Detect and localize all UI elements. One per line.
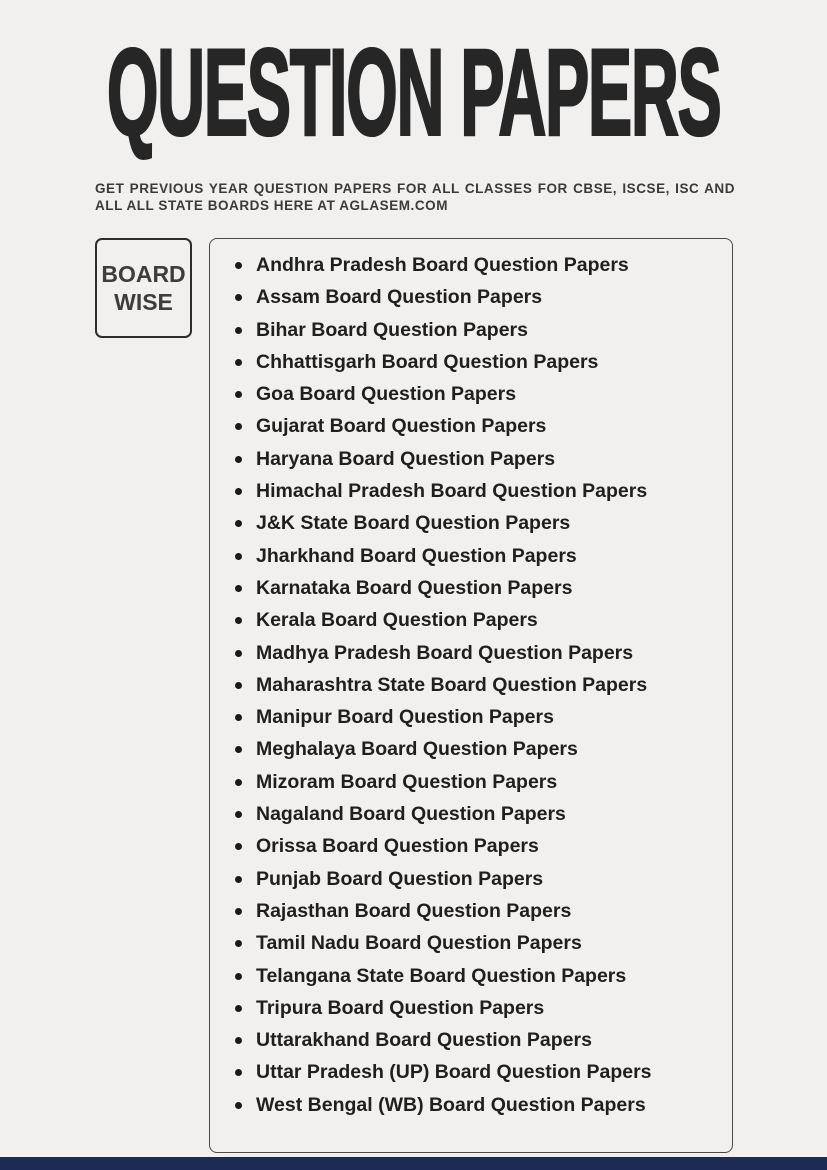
list-item[interactable]: Uttar Pradesh (UP) Board Question Papers — [230, 1056, 722, 1088]
board-list-panel — [209, 238, 733, 1153]
list-item[interactable]: Haryana Board Question Papers — [230, 443, 722, 475]
list-item[interactable]: Jharkhand Board Question Papers — [230, 540, 722, 572]
list-item[interactable]: Manipur Board Question Papers — [230, 701, 722, 733]
list-item[interactable]: Punjab Board Question Papers — [230, 863, 722, 895]
list-item[interactable]: Orissa Board Question Papers — [230, 830, 722, 862]
list-item[interactable]: Himachal Pradesh Board Question Papers — [230, 475, 722, 507]
list-item[interactable]: Gujarat Board Question Papers — [230, 410, 722, 442]
list-item[interactable]: Kerala Board Question Papers — [230, 604, 722, 636]
page-title-wrap — [0, 24, 827, 162]
list-item[interactable]: Karnataka Board Question Papers — [230, 572, 722, 604]
list-item[interactable]: Nagaland Board Question Papers — [230, 798, 722, 830]
list-item[interactable]: Mizoram Board Question Papers — [230, 766, 722, 798]
list-item[interactable]: Madhya Pradesh Board Question Papers — [230, 637, 722, 669]
list-item[interactable]: Assam Board Question Papers — [230, 281, 722, 313]
list-item[interactable]: Meghalaya Board Question Papers — [230, 733, 722, 765]
list-item[interactable]: West Bengal (WB) Board Question Papers — [230, 1089, 722, 1121]
list-item[interactable]: Rajasthan Board Question Papers — [230, 895, 722, 927]
board-wise-line1: BOARD — [101, 261, 186, 287]
page-title: QUESTION PAPERS — [106, 24, 721, 162]
page-subtitle: GET PREVIOUS YEAR QUESTION PAPERS FOR ALL CLASSES FOR CBSE, ISCSE, ISC AND ALL ALL STATE BOARDS HERE AT AGLASEM.COM — [95, 180, 735, 213]
list-item[interactable]: Chhattisgarh Board Question Papers — [230, 346, 722, 378]
list-item[interactable]: Uttarakhand Board Question Papers — [230, 1024, 722, 1056]
board-list — [210, 239, 732, 1121]
list-item[interactable]: Maharashtra State Board Question Papers — [230, 669, 722, 701]
list-item[interactable]: Tripura Board Question Papers — [230, 992, 722, 1024]
board-wise-line2: WISE — [114, 289, 173, 315]
list-item[interactable]: Tamil Nadu Board Question Papers — [230, 927, 722, 959]
list-item[interactable]: Bihar Board Question Papers — [230, 314, 722, 346]
list-item[interactable]: Telangana State Board Question Papers — [230, 960, 722, 992]
list-item[interactable]: J&K State Board Question Papers — [230, 507, 722, 539]
footer-bar — [0, 1157, 827, 1170]
board-wise-badge — [95, 238, 192, 338]
list-item[interactable]: Andhra Pradesh Board Question Papers — [230, 249, 722, 281]
list-item[interactable]: Goa Board Question Papers — [230, 378, 722, 410]
